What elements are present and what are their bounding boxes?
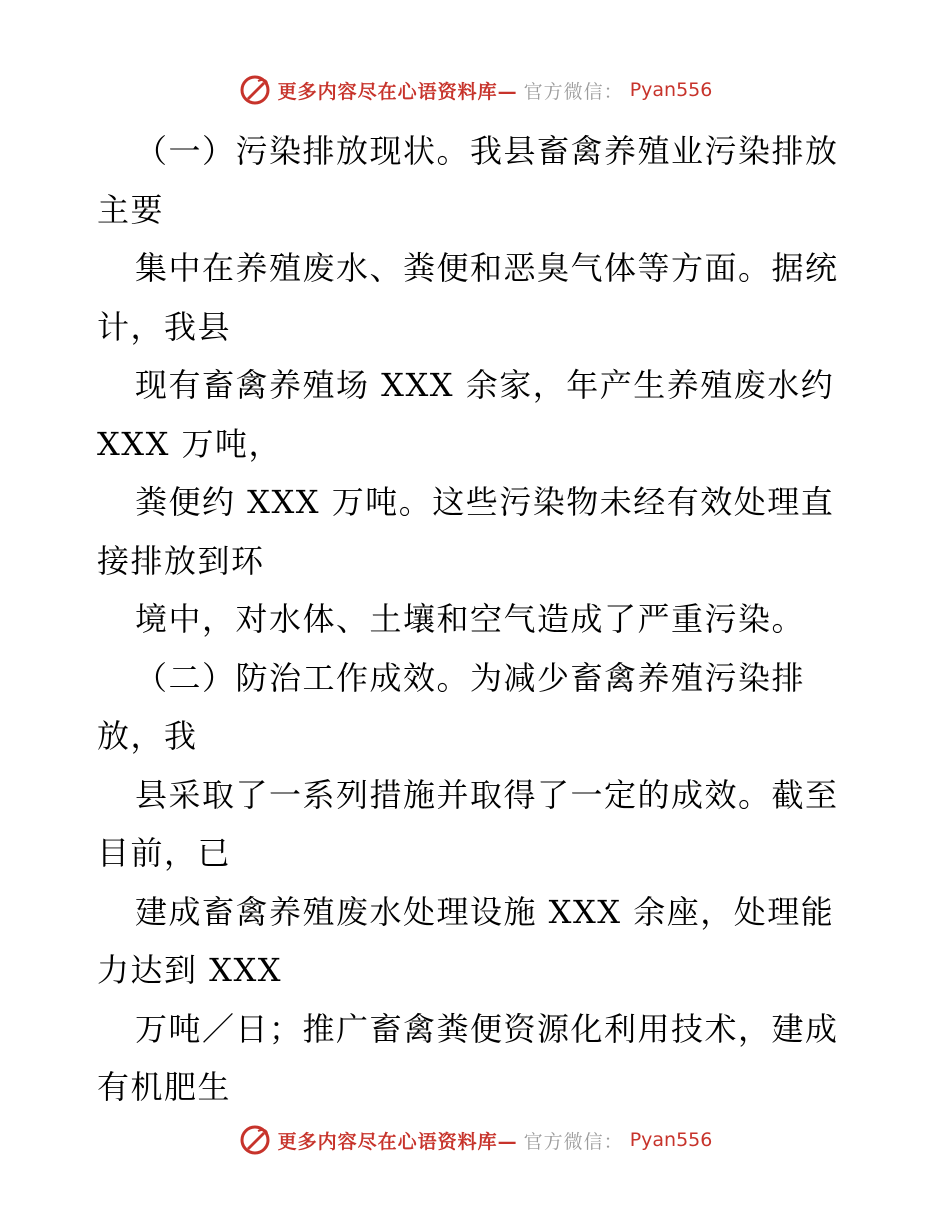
header-watermark bbox=[0, 70, 950, 110]
text-line: 境中，对水体、土壤和空气造成了严重污染。 bbox=[135, 600, 806, 638]
text-line: 目前，已 bbox=[97, 834, 232, 872]
text-line: 万吨／日；推广畜禽粪便资源化利用技术，建成 bbox=[135, 1009, 839, 1048]
footer-watermark bbox=[0, 1120, 950, 1160]
text-line: 主要 bbox=[97, 190, 165, 229]
watermark-wechat-label: 官方微信： bbox=[523, 1130, 624, 1153]
text-line: 集中在养殖废水、粪便和恶臭气体等方面。据统 bbox=[135, 249, 839, 287]
watermark-text: 更多内容尽在心语资料库— bbox=[277, 80, 518, 103]
watermark-wechat-id: Pyan556 bbox=[629, 1129, 713, 1151]
text-line: 接排放到环 bbox=[97, 541, 265, 580]
watermark-text: 更多内容尽在心语资料库— bbox=[277, 1130, 518, 1153]
text-line: 力达到 XXX bbox=[97, 951, 283, 989]
text-line: 放，我 bbox=[97, 717, 198, 755]
text-line: XXX 万吨， bbox=[97, 424, 283, 463]
watermark-wechat-id: Pyan556 bbox=[629, 79, 713, 101]
quill-seal-icon bbox=[238, 1123, 272, 1157]
text-line: 计，我县 bbox=[97, 307, 232, 346]
text-line: （一）污染排放现状。我县畜禽养殖业污染排放 bbox=[135, 132, 839, 170]
text-line: （二）防治工作成效。为减少畜禽养殖污染排 bbox=[135, 658, 806, 697]
text-line: 现有畜禽养殖场 XXX 余家，年产生养殖废水约 bbox=[135, 366, 835, 404]
text-line: 建成畜禽养殖废水处理设施 XXX 余座，处理能 bbox=[135, 892, 835, 931]
quill-seal-icon bbox=[238, 73, 272, 107]
text-line: 县采取了一系列措施并取得了一定的成效。截至 bbox=[135, 775, 839, 814]
watermark-wechat-label: 官方微信： bbox=[523, 80, 624, 103]
text-line: 有机肥生 bbox=[97, 1068, 232, 1106]
text-line: 粪便约 XXX 万吨。这些污染物未经有效处理直 bbox=[135, 483, 835, 521]
document-body bbox=[97, 122, 857, 1117]
